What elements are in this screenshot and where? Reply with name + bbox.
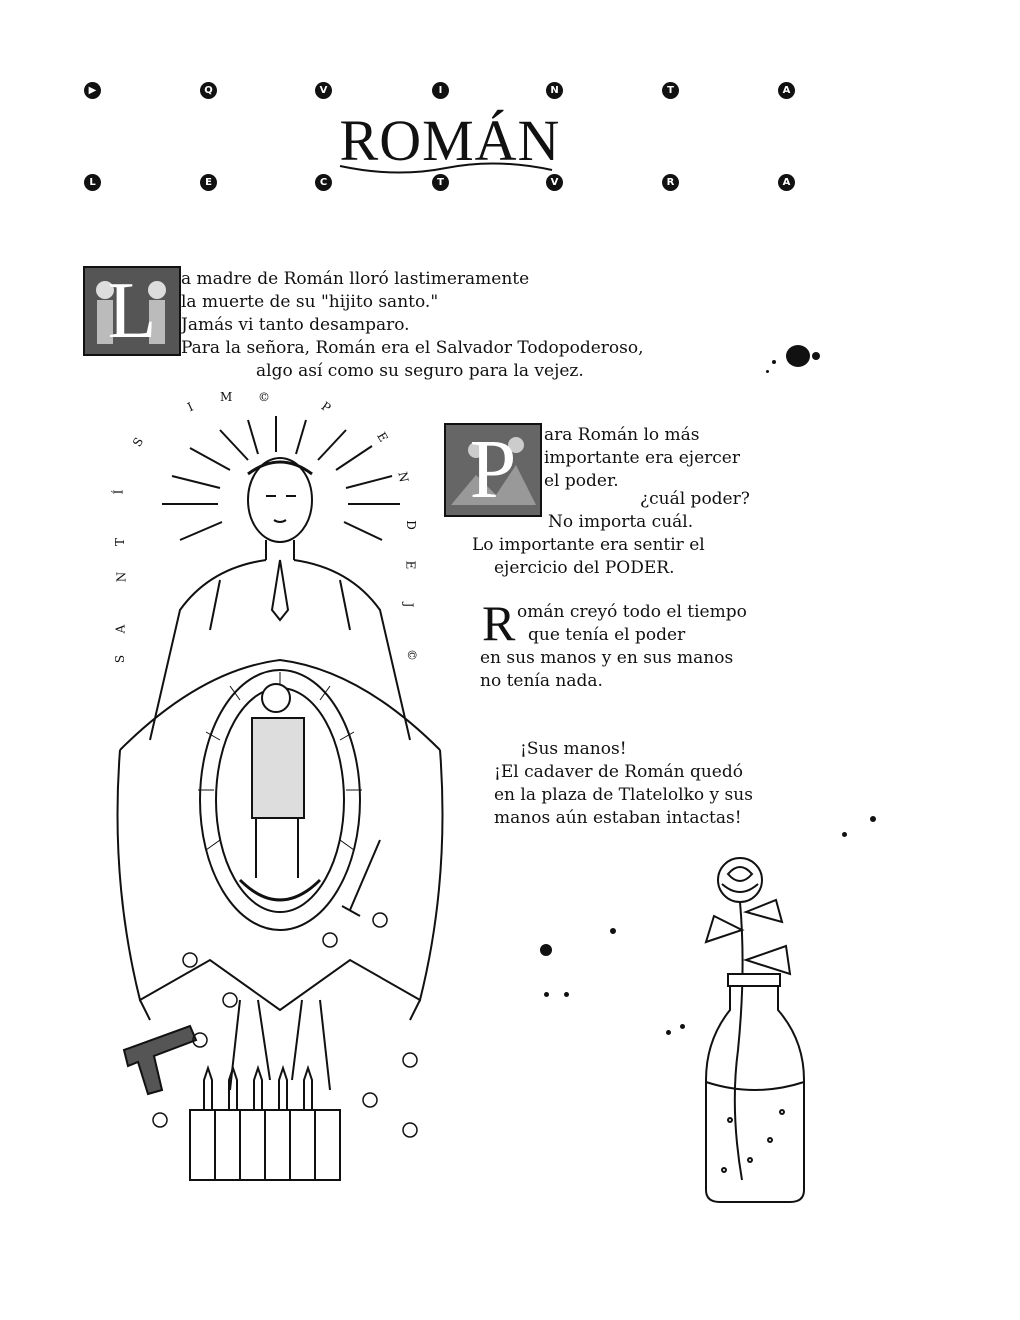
rose-in-bottle-illustration	[690, 850, 820, 1210]
dot-letter: Q	[200, 82, 217, 99]
text-line: la muerte de su "hijito santo."	[181, 292, 439, 312]
dot-letter: N	[546, 82, 563, 99]
text-line: Jamás vi tanto desamparo.	[181, 315, 410, 335]
dot-letter: ▶	[84, 82, 101, 99]
dagger-icon	[342, 840, 380, 916]
text-line: No importa cuál.	[548, 512, 694, 532]
text-line: Lo importante era sentir el	[472, 535, 705, 555]
text-line: el poder.	[544, 471, 619, 491]
text-line: ¿cuál poder?	[640, 489, 750, 509]
text-line: importante era ejercer	[544, 448, 740, 468]
ink-dot	[610, 928, 616, 934]
ink-dot	[870, 816, 876, 822]
dropcap-letter: P	[469, 423, 517, 516]
pistol-icon	[124, 1026, 196, 1094]
rose-icon	[153, 913, 417, 1137]
text-line: omán creyó todo el tiempo	[517, 602, 747, 622]
text-line: no tenía nada.	[480, 671, 603, 691]
text-line: en sus manos y en sus manos	[480, 648, 734, 668]
dot-letter: C	[315, 174, 332, 191]
dot-letter: A	[778, 174, 795, 191]
ink-dot	[680, 1024, 685, 1029]
text-line: a madre de Román lloró lastimeramente	[181, 269, 530, 289]
saint-figure-illustration	[80, 400, 480, 1190]
text-line: Para la señora, Román era el Salvador Todopoderoso,	[181, 338, 644, 358]
ink-dot	[544, 992, 549, 997]
ink-dot	[540, 944, 552, 956]
dot-letter: L	[84, 174, 101, 191]
page-title: ROMÁN	[339, 108, 561, 173]
text-line: en la plaza de Tlatelolko y sus	[494, 785, 753, 805]
bottle-icon	[706, 974, 804, 1202]
bottle-icon	[204, 1068, 312, 1110]
dropcap-l	[83, 266, 181, 356]
title-swash	[336, 148, 556, 178]
dot-letter: R	[662, 174, 679, 191]
dot-letter: I	[432, 82, 449, 99]
ink-dot	[564, 992, 569, 997]
text-line: ¡El cadaver de Román quedó	[494, 762, 743, 782]
ink-blot	[812, 352, 820, 360]
dot-letter: E	[200, 174, 217, 191]
ink-dot	[842, 832, 847, 837]
ink-blot	[786, 345, 810, 367]
text-line: ara Román lo más	[544, 425, 700, 445]
ink-blot	[766, 370, 769, 373]
halo-lettering: S A N T Í S I M © P E N D E J ©	[111, 390, 419, 664]
text-line: que tenía el poder	[528, 625, 686, 645]
dot-letter: T	[432, 174, 449, 191]
dropcap-r: R	[482, 595, 516, 651]
dropcap-letter: L	[107, 267, 157, 355]
dot-letter: V	[315, 82, 332, 99]
dot-letter: T	[662, 82, 679, 99]
dot-letter: V	[546, 174, 563, 191]
text-line: ¡Sus manos!	[520, 739, 627, 759]
text-line: ejercicio del PODER.	[494, 558, 675, 578]
dot-letter: A	[778, 82, 795, 99]
ink-dot	[666, 1030, 671, 1035]
text-line: algo así como su seguro para la vejez.	[256, 361, 584, 381]
text-line: manos aún estaban intactas!	[494, 808, 742, 828]
rose-flower-icon	[718, 858, 762, 902]
ink-blot	[772, 360, 776, 364]
